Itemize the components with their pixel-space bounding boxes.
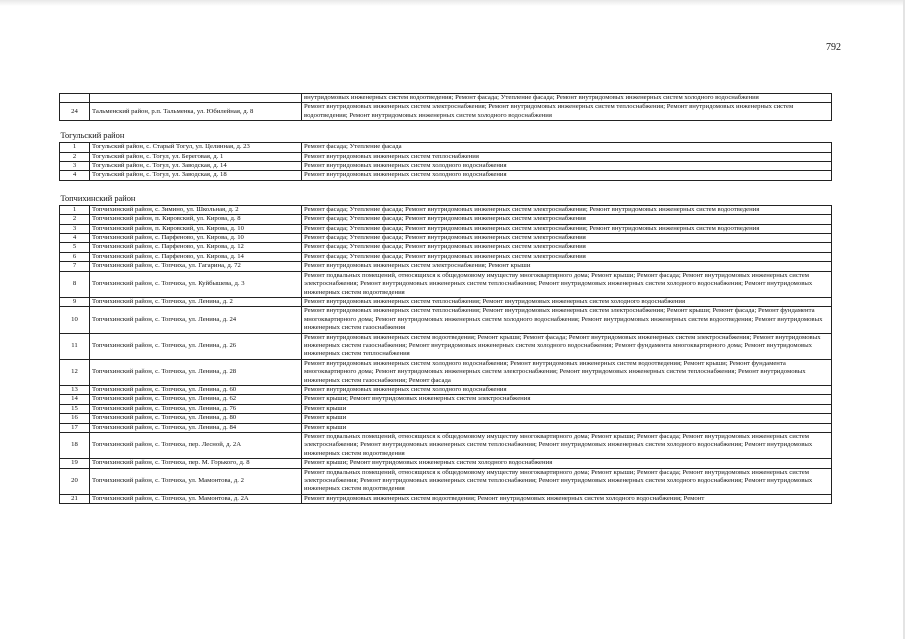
- table-row: [60, 297, 832, 306]
- row-number: 1: [60, 143, 90, 152]
- row-number: 12: [60, 359, 90, 385]
- row-address: Топчихинский район, с. Топчиха, ул. Ленина, д. 84: [90, 423, 302, 432]
- table-row: [60, 205, 832, 214]
- table-row: [60, 414, 832, 423]
- table-section-talmenka: [60, 94, 832, 121]
- row-works: Ремонт внутридомовых инженерных систем холодного водоснабжения: [302, 171, 832, 180]
- table-row: [60, 162, 832, 171]
- table-row: [60, 143, 832, 152]
- row-address: Топчихинский район, п. Кировский, ул. Кирова, д. 8: [90, 215, 302, 224]
- row-address: Топчихинский район, с. Топчиха, ул. Ленина, д. 62: [90, 395, 302, 404]
- row-number: 10: [60, 307, 90, 333]
- table-row: [60, 243, 832, 252]
- table-row: [60, 468, 832, 494]
- row-works: Ремонт внутридомовых инженерных систем холодного водоснабжения: [302, 385, 832, 394]
- row-number: 19: [60, 459, 90, 468]
- row-address: Топчихинский район, с. Топчиха, ул. Ленина, д. 80: [90, 414, 302, 423]
- row-number: 17: [60, 423, 90, 432]
- row-address: Топчихинский район, с. Топчиха, ул. Ленина, д. 24: [90, 307, 302, 333]
- row-number: 4: [60, 234, 90, 243]
- row-works: Ремонт фасада; Утепление фасада: [302, 143, 832, 152]
- table-row: [60, 271, 832, 297]
- table-row: [60, 252, 832, 261]
- row-address: Тогульский район, с. Тогул, ул. Заводская, д. 14: [90, 162, 302, 171]
- row-works: Ремонт фасада; Утепление фасада; Ремонт внутридомовых инженерных систем электроснабжения: [302, 252, 832, 261]
- table-row: [60, 215, 832, 224]
- page-number: 792: [826, 42, 841, 53]
- table-row: [60, 494, 832, 503]
- row-works: Ремонт внутридомовых инженерных систем водоотведения; Ремонт внутридомовых инженерных систем холодного водоснабжения; Ремонт: [302, 494, 832, 503]
- row-number: 15: [60, 404, 90, 413]
- row-works: Ремонт подвальных помещений, относящихся к общедомовому имуществу многоквартирного дома; Ремонт крыши; Ремонт фасада; Ремонт внутридомовых инженерных систем электроснабжения; Ремонт внутридомовых инженерных систем теплоснабжения; Ремонт внутридомовых инженерных систем холодного водоснабжения; Ремонт внутридомовых инженерных систем водоотведения: [302, 271, 832, 297]
- row-address: Тальменский район, р.п. Тальменка, ул. Юбилейная, д. 8: [90, 103, 302, 121]
- repair-works-table: [59, 93, 832, 504]
- row-works: внутридомовых инженерных систем водоотведения; Ремонт фасада; Утепление фасада; Ремонт внутридомовых инженерных систем холодного водоснабжения: [302, 94, 832, 103]
- table-row: [60, 234, 832, 243]
- row-address: Топчихинский район, с. Топчиха, ул. Куйбышева, д. 3: [90, 271, 302, 297]
- row-number: 14: [60, 395, 90, 404]
- row-address: Тогульский район, с. Старый Тогул, ул. Целинная, д. 23: [90, 143, 302, 152]
- row-number: 18: [60, 433, 90, 459]
- row-address: Топчихинский район, с. Топчиха, ул. Гагарина, д. 72: [90, 262, 302, 271]
- row-works: Ремонт фасада; Утепление фасада; Ремонт внутридомовых инженерных систем электроснабжения: [302, 234, 832, 243]
- row-works: Ремонт внутридомовых инженерных систем теплоснабжения; Ремонт внутридомовых инженерных систем электроснабжения; Ремонт крыши; Ремонт фасада; Ремонт фундамента многоквартирного дома; Ремонт внутридомовых инженерных систем холодного водоснабжения; Ремонт внутридомовых инженерных систем водоотведения; Ремонт внутридомовых инженерных систем газоснабжения: [302, 307, 832, 333]
- table-row: [60, 224, 832, 233]
- row-address: [90, 94, 302, 103]
- row-works: Ремонт фасада; Утепление фасада; Ремонт внутридомовых инженерных систем электроснабжения: [302, 215, 832, 224]
- row-address: Топчихинский район, с. Топчиха, ул. Ленина, д. 28: [90, 359, 302, 385]
- table-row: [60, 94, 832, 103]
- document-body: [59, 93, 832, 504]
- row-works: Ремонт внутридомовых инженерных систем электроснабжения; Ремонт внутридомовых инженерных систем теплоснабжения; Ремонт внутридомовых инженерных систем водоотведения; Ремонт внутридомовых инженерных систем холодного водоснабжения: [302, 103, 832, 121]
- row-number: 7: [60, 262, 90, 271]
- table-row: [60, 103, 832, 121]
- row-number: 9: [60, 297, 90, 306]
- row-works: Ремонт подвальных помещений, относящихся к общедомовому имуществу многоквартирного дома; Ремонт крыши; Ремонт фасада; Ремонт внутридомовых инженерных систем электроснабжения; Ремонт внутридомовых инженерных систем теплоснабжения; Ремонт внутридомовых инженерных систем холодного водоснабжения; Ремонт внутридомовых инженерных систем водоотведения: [302, 468, 832, 494]
- row-address: Топчихинский район, с. Топчиха, ул. Ленина, д. 60: [90, 385, 302, 394]
- row-number: 6: [60, 252, 90, 261]
- row-address: Топчихинский район, с. Топчиха, ул. Ленина, д. 26: [90, 333, 302, 359]
- row-address: Тогульский район, с. Тогул, ул. Береговая, д. 1: [90, 152, 302, 161]
- row-address: Топчихинский район, с. Топчиха, ул. Ленина, д. 76: [90, 404, 302, 413]
- row-number: 24: [60, 103, 90, 121]
- table-section-topchikha: [60, 205, 832, 503]
- row-works: Ремонт внутридомовых инженерных систем холодного водоснабжения; Ремонт внутридомовых инженерных систем водоотведения; Ремонт крыши; Ремонт фундамента многоквартирного дома; Ремонт внутридомовых инженерных систем электроснабжения; Ремонт внутридомовых инженерных систем теплоснабжения; Ремонт внутридомовых инженерных систем газоснабжения; Ремонт фасада: [302, 359, 832, 385]
- row-number: [60, 94, 90, 103]
- row-works: Ремонт внутридомовых инженерных систем электроснабжения; Ремонт крыши: [302, 262, 832, 271]
- row-address: Топчихинский район, с. Парфеново, ул. Кирова, д. 10: [90, 234, 302, 243]
- row-address: Топчихинский район, п. Кировский, ул. Кирова, д. 10: [90, 224, 302, 233]
- row-works: Ремонт внутридомовых инженерных систем теплоснабжения; Ремонт внутридомовых инженерных систем холодного водоснабжения: [302, 297, 832, 306]
- table-section-togul: [60, 143, 832, 181]
- table-row: [60, 423, 832, 432]
- row-works: Ремонт крыши; Ремонт внутридомовых инженерных систем электроснабжения: [302, 395, 832, 404]
- row-address: Топчихинский район, с. Парфеново, ул. Кирова, д. 12: [90, 243, 302, 252]
- row-number: 16: [60, 414, 90, 423]
- table-row: [60, 385, 832, 394]
- row-number: 2: [60, 215, 90, 224]
- row-number: 3: [60, 224, 90, 233]
- row-number: 3: [60, 162, 90, 171]
- row-works: Ремонт подвальных помещений, относящихся к общедомовому имуществу многоквартирного дома; Ремонт крыши; Ремонт фасада; Ремонт внутридомовых инженерных систем электроснабжения; Ремонт внутридомовых инженерных систем теплоснабжения; Ремонт внутридомовых инженерных систем холодного водоснабжения; Ремонт внутридомовых инженерных систем водоотведения: [302, 433, 832, 459]
- row-number: 20: [60, 468, 90, 494]
- row-works: Ремонт фасада; Утепление фасада; Ремонт внутридомовых инженерных систем электроснабжения; Ремонт внутридомовых инженерных систем водоотведения: [302, 224, 832, 233]
- row-works: Ремонт крыши: [302, 404, 832, 413]
- row-address: Тогульский район, с. Тогул, ул. Заводская, д. 18: [90, 171, 302, 180]
- row-address: Топчихинский район, с. Топчиха, пер. Лесной, д. 2А: [90, 433, 302, 459]
- district-header-togul-section: [60, 121, 832, 143]
- row-number: 11: [60, 333, 90, 359]
- row-address: Топчихинский район, с. Топчиха, ул. Мамонтова, д. 2А: [90, 494, 302, 503]
- row-works: Ремонт крыши: [302, 414, 832, 423]
- table-row: [60, 395, 832, 404]
- row-works: Ремонт фасада; Утепление фасада; Ремонт внутридомовых инженерных систем электроснабжения: [302, 243, 832, 252]
- district-header-togul: Тогульский район: [60, 131, 125, 141]
- row-address: Топчихинский район, с. Топчиха, пер. М. Горького, д. 8: [90, 459, 302, 468]
- district-header-topchikha-section: [60, 180, 832, 205]
- row-number: 8: [60, 271, 90, 297]
- table-row: [60, 359, 832, 385]
- district-header-topchikha: Топчихинский район: [60, 193, 136, 203]
- row-works: Ремонт фасада; Утепление фасада; Ремонт внутридомовых инженерных систем электроснабжения; Ремонт внутридомовых инженерных систем водоотведения: [302, 205, 832, 214]
- row-works: Ремонт внутридомовых инженерных систем холодного водоснабжения: [302, 162, 832, 171]
- table-row: [60, 333, 832, 359]
- row-works: Ремонт крыши: [302, 423, 832, 432]
- row-address: Топчихинский район, с. Топчиха, ул. Мамонтова, д. 2: [90, 468, 302, 494]
- row-address: Топчихинский район, с. Зимино, ул. Школьная, д. 2: [90, 205, 302, 214]
- row-works: Ремонт внутридомовых инженерных систем теплоснабжения: [302, 152, 832, 161]
- row-works: Ремонт внутридомовых инженерных систем водоотведения; Ремонт крыши; Ремонт фасада; Ремонт внутридомовых инженерных систем электроснабжения; Ремонт внутридомовых инженерных систем газоснабжения; Ремонт внутридомовых инженерных систем холодного водоснабжения; Ремонт фундамента многоквартирного дома; Ремонт внутридомовых инженерных систем теплоснабжения: [302, 333, 832, 359]
- row-number: 5: [60, 243, 90, 252]
- table-row: [60, 433, 832, 459]
- table-row: [60, 404, 832, 413]
- table-row: [60, 152, 832, 161]
- row-number: 4: [60, 171, 90, 180]
- table-row: [60, 262, 832, 271]
- row-works: Ремонт крыши; Ремонт внутридомовых инженерных систем холодного водоснабжения: [302, 459, 832, 468]
- row-number: 1: [60, 205, 90, 214]
- table-row: [60, 171, 832, 180]
- table-row: [60, 307, 832, 333]
- table-row: [60, 459, 832, 468]
- row-number: 13: [60, 385, 90, 394]
- row-number: 21: [60, 494, 90, 503]
- row-number: 2: [60, 152, 90, 161]
- row-address: Топчихинский район, с. Топчиха, ул. Ленина, д. 2: [90, 297, 302, 306]
- scan-shadow: [0, 0, 905, 6]
- row-address: Топчихинский район, с. Парфеново, ул. Кирова, д. 14: [90, 252, 302, 261]
